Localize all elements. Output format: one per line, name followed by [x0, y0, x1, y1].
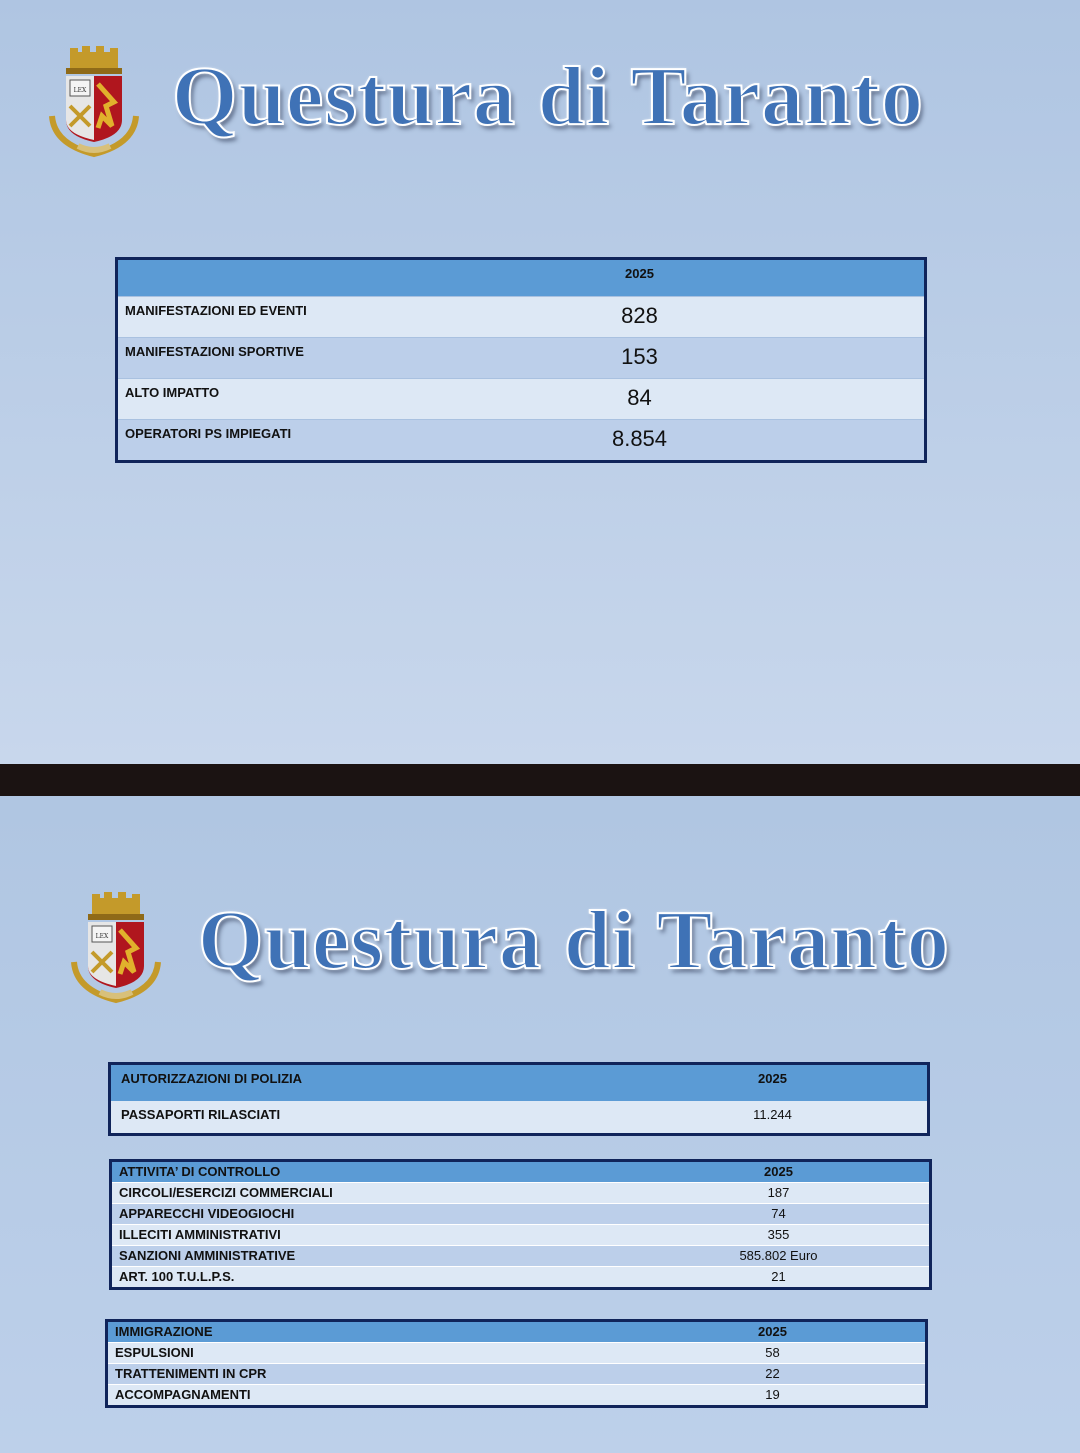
- row-label: TRATTENIMENTI IN CPR: [107, 1364, 653, 1385]
- eventi-table: [115, 257, 927, 463]
- row-value: 355: [659, 1225, 899, 1246]
- table-row: [107, 1343, 927, 1364]
- polizia-crest-icon: [70, 892, 162, 1004]
- table-header-row: [107, 1321, 927, 1343]
- row-label: ESPULSIONI: [107, 1343, 653, 1364]
- header-empty-cell: [833, 259, 926, 297]
- row-label: SANZIONI AMMINISTRATIVE: [111, 1246, 659, 1267]
- spacer-cell: [833, 338, 926, 379]
- header-empty-cell: [893, 1321, 927, 1343]
- table-row: [111, 1225, 931, 1246]
- table-row: [111, 1204, 931, 1225]
- row-value: 84: [447, 379, 833, 420]
- table-header-row: [111, 1161, 931, 1183]
- table-row: [107, 1385, 927, 1407]
- table-row: [111, 1267, 931, 1289]
- table-row: [117, 420, 926, 462]
- page-title: Questura di Taranto: [198, 894, 950, 987]
- polizia-crest-icon: [48, 46, 140, 158]
- row-label: ART. 100 T.U.L.P.S.: [111, 1267, 659, 1289]
- row-label: CIRCOLI/ESERCIZI COMMERCIALI: [111, 1183, 659, 1204]
- year-header: 2025: [653, 1321, 893, 1343]
- spacer-cell: [896, 1101, 929, 1135]
- row-label: OPERATORI PS IMPIEGATI: [117, 420, 447, 462]
- row-value: 828: [447, 297, 833, 338]
- header-empty-cell: [896, 1064, 929, 1101]
- year-header: 2025: [659, 1161, 899, 1183]
- spacer-cell: [833, 379, 926, 420]
- spacer-cell: [833, 420, 926, 462]
- table-header-row: [110, 1064, 929, 1101]
- label-header: ATTIVITA’ DI CONTROLLO: [111, 1161, 659, 1183]
- immigrazione-table: [105, 1319, 928, 1408]
- row-value: 11.244: [753, 1106, 792, 1122]
- row-value: 22: [653, 1364, 893, 1385]
- header-empty-cell: [899, 1161, 931, 1183]
- autorizzazioni-table: [108, 1062, 930, 1136]
- spacer-cell: [893, 1385, 927, 1407]
- row-value: 585.802 Euro: [659, 1246, 899, 1267]
- table-row: [111, 1183, 931, 1204]
- table-header-row: [117, 259, 926, 297]
- spacer-cell: [899, 1246, 931, 1267]
- header-empty-cell: [117, 259, 447, 297]
- row-label: ACCOMPAGNAMENTI: [107, 1385, 653, 1407]
- spacer-cell: [899, 1267, 931, 1289]
- row-value: 153: [447, 338, 833, 379]
- crest-lex-text: LEX: [95, 933, 109, 940]
- slide-divider: [0, 764, 1080, 796]
- table-row: [107, 1364, 927, 1385]
- table-row: [117, 338, 926, 379]
- row-value: 58: [653, 1343, 893, 1364]
- year-header: 2025: [758, 1071, 787, 1086]
- controllo-table: [109, 1159, 932, 1290]
- spacer-cell: [899, 1204, 931, 1225]
- table-row: [110, 1101, 929, 1135]
- label-header: IMMIGRAZIONE: [107, 1321, 653, 1343]
- row-value: 21: [659, 1267, 899, 1289]
- row-label: MANIFESTAZIONI ED EVENTI: [117, 297, 447, 338]
- row-label: APPARECCHI VIDEOGIOCHI: [111, 1204, 659, 1225]
- table-row: [117, 297, 926, 338]
- year-header: 2025: [447, 259, 833, 297]
- row-value: 187: [659, 1183, 899, 1204]
- crest-lex-text: LEX: [73, 87, 87, 94]
- spacer-cell: [899, 1225, 931, 1246]
- spacer-cell: [893, 1343, 927, 1364]
- row-value: 19: [653, 1385, 893, 1407]
- spacer-cell: [899, 1183, 931, 1204]
- row-value: 8.854: [447, 420, 833, 462]
- row-label: PASSAPORTI RILASCIATI: [121, 1106, 281, 1122]
- row-label: MANIFESTAZIONI SPORTIVE: [117, 338, 447, 379]
- row-label: ILLECITI AMMINISTRATIVI: [111, 1225, 659, 1246]
- label-header: AUTORIZZAZIONI DI POLIZIA: [121, 1071, 303, 1086]
- row-value: 74: [659, 1204, 899, 1225]
- spacer-cell: [893, 1364, 927, 1385]
- page-title: Questura di Taranto: [172, 50, 924, 143]
- table-row: [117, 379, 926, 420]
- row-label: ALTO IMPATTO: [117, 379, 447, 420]
- spacer-cell: [833, 297, 926, 338]
- table-row: [111, 1246, 931, 1267]
